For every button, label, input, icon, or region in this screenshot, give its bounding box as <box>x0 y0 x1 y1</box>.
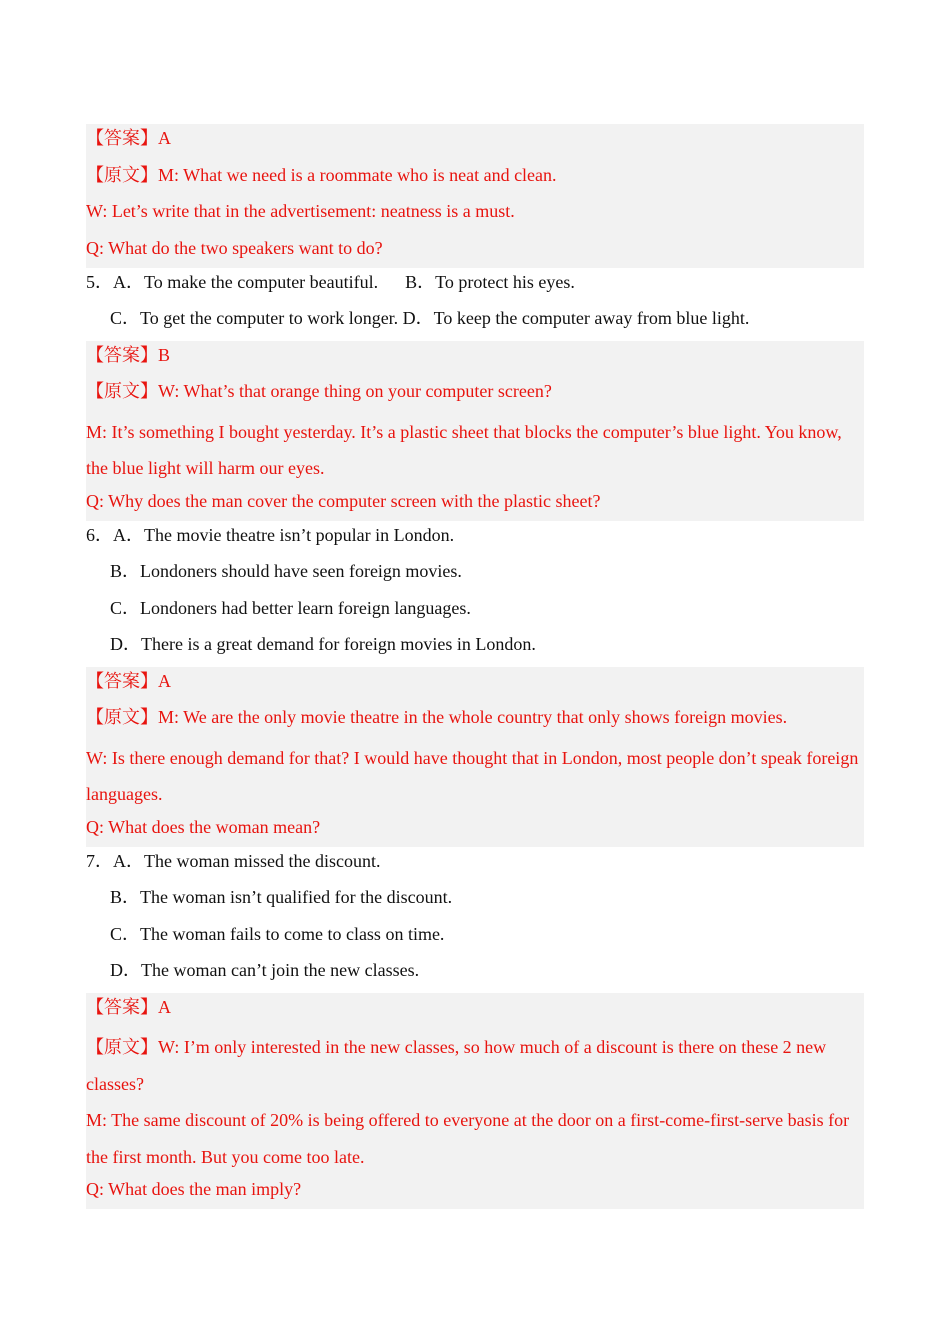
transcript-question: Q: Why does the man cover the computer screen with the plastic sheet? <box>86 490 601 511</box>
question-option: D．The woman can’t join the new classes. <box>110 960 420 980</box>
transcript-line: M: It’s something I bought yesterday. It’s a plastic sheet that blocks the computer’s blue light. You know, the blue light will harm our eyes. <box>86 421 842 478</box>
transcript-question: Q: What does the man imply? <box>86 1179 302 1199</box>
answer-tag: 【答案】A <box>86 128 171 148</box>
answer-tag: 【答案】A <box>86 996 171 1017</box>
answer-block-4 <box>86 124 864 268</box>
question-option: B．The woman isn’t qualified for the discount. <box>110 887 453 907</box>
question-option-row: A．To make the computer beautiful. B．To protect his eyes. <box>113 271 575 292</box>
answer-tag: 【答案】A <box>86 670 171 691</box>
transcript-line: M: The same discount of 20% is being offered to everyone at the door on a first-come-first-serve basis for the first month. But you come too late. <box>86 1110 850 1167</box>
question-first-line <box>86 847 864 884</box>
transcript-line: W: Is there enough demand for that? I would have thought that in London, most people don’t speak foreign languages. <box>86 747 859 804</box>
question-option: C．The woman fails to come to class on time. <box>110 923 445 944</box>
question-option-row: C．To get the computer to work longer. D．To keep the computer away from blue light. <box>110 308 750 328</box>
question-option: A．The woman missed the discount. <box>113 850 381 871</box>
question-number: 6． <box>86 524 113 545</box>
question-number: 7． <box>86 850 113 871</box>
transcript-line: 【原文】W: What’s that orange thing on your computer screen? <box>86 381 552 401</box>
answer-block-5 <box>86 341 864 521</box>
question-option: A．The movie theatre isn’t popular in London. <box>113 524 455 545</box>
transcript-question: Q: What do the two speakers want to do? <box>86 237 383 258</box>
transcript-line: 【原文】M: What we need is a roommate who is neat and clean. <box>86 164 557 185</box>
answer-tag: 【答案】B <box>86 344 171 365</box>
transcript-line: W: Let’s write that in the advertisement: neatness is a must. <box>86 201 515 221</box>
question-7 <box>86 847 864 993</box>
question-option: D．There is a great demand for foreign movies in London. <box>110 634 536 654</box>
question-5 <box>86 268 864 341</box>
question-6 <box>86 521 864 667</box>
document-page <box>86 124 864 1209</box>
answer-block-7 <box>86 993 864 1210</box>
question-option: B．Londoners should have seen foreign movies. <box>110 561 462 581</box>
transcript-line: 【原文】W: I’m only interested in the new classes, so how much of a discount is there on these 2 new classes? <box>86 1037 827 1094</box>
question-number: 5． <box>86 271 113 292</box>
transcript-question: Q: What does the woman mean? <box>86 816 321 837</box>
question-first-line <box>86 268 864 305</box>
question-option: C．Londoners had better learn foreign languages. <box>110 597 471 618</box>
transcript-line: 【原文】M: We are the only movie theatre in the whole country that only shows foreign movies. <box>86 707 788 727</box>
answer-block-6 <box>86 667 864 847</box>
question-first-line <box>86 521 864 558</box>
